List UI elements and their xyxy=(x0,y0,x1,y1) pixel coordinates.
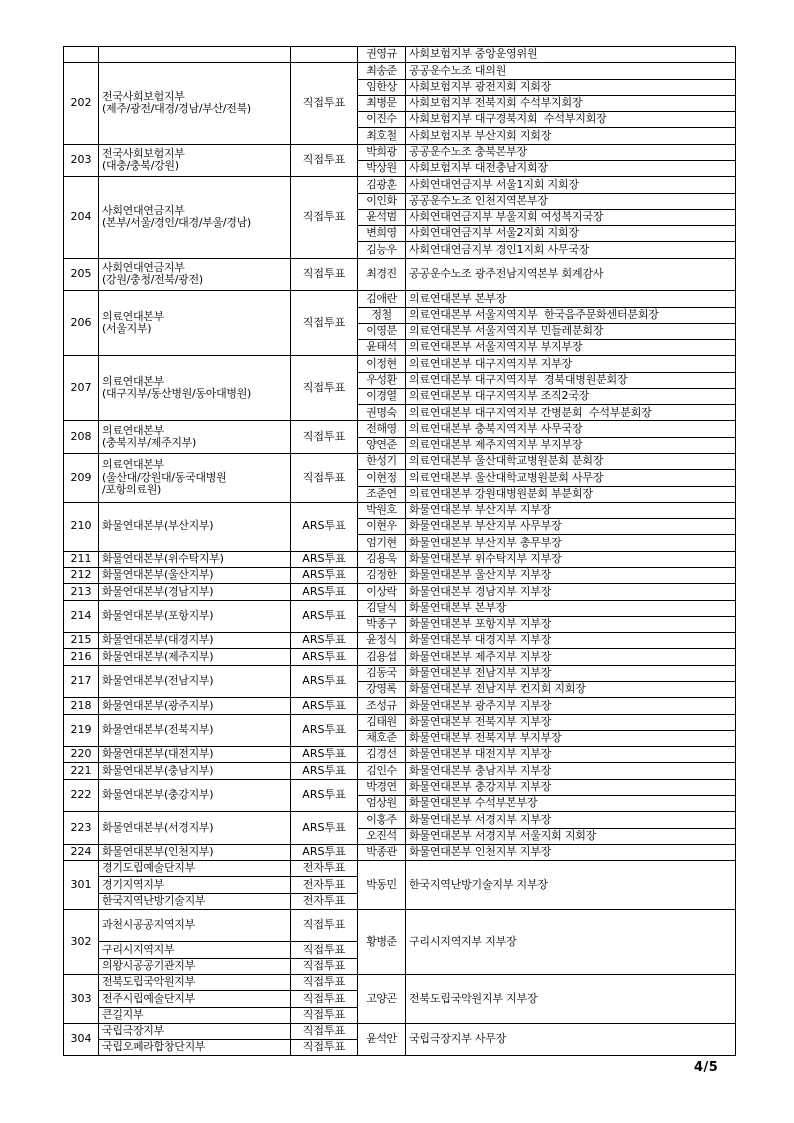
table-row xyxy=(64,763,736,779)
vote-method-cell: ARS투표 xyxy=(291,649,358,665)
branch-name-cell xyxy=(99,877,291,893)
branch-name-cell xyxy=(99,421,291,454)
member-title-cell: 의료연대본부 대구지역지부 간병분회 수석부분회장 xyxy=(406,405,736,421)
branch-name-cell xyxy=(99,1023,291,1039)
branch-name-cell xyxy=(99,909,291,942)
member-name-cell: 이경열 xyxy=(358,388,406,404)
branch-name-line: 화물연대본부(전남지부) xyxy=(102,674,214,688)
member-title-cell: 의료연대본부 서울지역지부 민들레분회장 xyxy=(406,323,736,339)
vote-method-cell: 직접투표 xyxy=(291,958,358,974)
member-title-cell: 화물연대본부 부산지부 지부장 xyxy=(406,502,736,518)
member-name-cell: 이현정 xyxy=(358,470,406,486)
member-name-cell: 김달식 xyxy=(358,600,406,616)
branch-name-cell xyxy=(99,649,291,665)
branch-name-line: (서울지부) xyxy=(102,322,152,336)
branch-name-line: (대구지부/동산병원/동아대병원) xyxy=(102,387,252,401)
member-title-cell: 화물연대본부 부산지부 사무부장 xyxy=(406,519,736,535)
member-name-cell: 김경선 xyxy=(358,747,406,763)
branch-name-line: 화물연대본부(부산지부) xyxy=(102,519,214,533)
member-name-cell: 최경진 xyxy=(358,258,406,291)
member-name-cell: 김능우 xyxy=(358,242,406,258)
branch-name-cell xyxy=(99,763,291,779)
branch-name-cell xyxy=(99,714,291,747)
member-title-cell: 사회보험지부 전북지회 수석부지회장 xyxy=(406,95,736,111)
branch-name-cell xyxy=(99,861,291,877)
member-name-cell: 이상락 xyxy=(358,584,406,600)
table-row xyxy=(64,649,736,665)
member-name-cell: 우성환 xyxy=(358,372,406,388)
vote-method-cell: 직접투표 xyxy=(291,454,358,503)
member-title-cell: 화물연대본부 본부장 xyxy=(406,600,736,616)
member-title-cell: 의료연대본부 대구지역지부 지부장 xyxy=(406,356,736,372)
table-row xyxy=(64,356,736,372)
member-name-cell: 이정현 xyxy=(358,356,406,372)
vote-method-cell: 직접투표 xyxy=(291,356,358,421)
branch-name-line: 국립극장지부 xyxy=(102,1024,164,1038)
member-name-cell: 정철 xyxy=(358,307,406,323)
member-title-cell: 화물연대본부 전남지부 지부장 xyxy=(406,665,736,681)
member-title-cell: 국립극장지부 사무장 xyxy=(406,1023,736,1056)
table-row xyxy=(64,714,736,730)
member-title-cell: 의료연대본부 서울지역지부 한국음주문화센터분회장 xyxy=(406,307,736,323)
vote-method-cell: 전자투표 xyxy=(291,877,358,893)
group-number: 302 xyxy=(64,909,99,974)
branch-name-line: (울산대/강원대/동국대병원 xyxy=(102,470,227,484)
member-name-cell: 이인화 xyxy=(358,193,406,209)
branch-name-line: 국립오페라합창단지부 xyxy=(102,1040,206,1054)
table-row xyxy=(64,747,736,763)
member-name-cell: 엄기현 xyxy=(358,535,406,551)
member-name-cell: 한성기 xyxy=(358,454,406,470)
member-title-cell: 화물연대본부 제주지부 지부장 xyxy=(406,649,736,665)
table-row xyxy=(64,600,736,616)
member-title-cell: 의료연대본부 강원대병원분회 부분회장 xyxy=(406,486,736,502)
group-number: 220 xyxy=(64,747,99,763)
member-title-cell: 사회보험지부 대구경북지회 수석부지회장 xyxy=(406,112,736,128)
member-title-cell: 화물연대본부 대전지부 지부장 xyxy=(406,747,736,763)
branch-name-cell xyxy=(99,177,291,258)
vote-method-cell: 직접투표 xyxy=(291,177,358,258)
group-number: 303 xyxy=(64,975,99,1024)
table-row xyxy=(64,502,736,518)
member-title-cell: 화물연대본부 충강지부 지부장 xyxy=(406,779,736,795)
member-title-cell: 화물연대본부 포항지부 지부장 xyxy=(406,616,736,632)
member-title-cell: 한국지역난방기술지부 지부장 xyxy=(406,861,736,910)
member-name-cell: 이현우 xyxy=(358,519,406,535)
member-title-cell: 사회보험지부 부산지회 지회장 xyxy=(406,128,736,144)
branch-name-cell xyxy=(99,551,291,567)
branch-name-line: 의료연대본부 xyxy=(102,309,164,323)
member-name-cell: 오진석 xyxy=(358,828,406,844)
table-row xyxy=(64,909,736,925)
member-name-cell: 김동국 xyxy=(358,665,406,681)
member-name-cell: 조준연 xyxy=(358,486,406,502)
group-number: 215 xyxy=(64,633,99,649)
branch-name-line: 큰길지부 xyxy=(102,1007,144,1021)
member-title-cell: 화물연대본부 인천지부 지부장 xyxy=(406,844,736,860)
branch-name-cell xyxy=(99,698,291,714)
group-number: 216 xyxy=(64,649,99,665)
member-name-cell: 양연준 xyxy=(358,437,406,453)
table-row xyxy=(64,698,736,714)
member-name-cell: 박희광 xyxy=(358,144,406,160)
group-number: 202 xyxy=(64,63,99,144)
group-number: 214 xyxy=(64,600,99,633)
member-title-cell: 공공운수노조 대의원 xyxy=(406,63,736,79)
branch-name-line: 화물연대본부(경남지부) xyxy=(102,584,214,598)
member-title-cell: 의료연대본부 제주지역지부 부지부장 xyxy=(406,437,736,453)
group-number: 221 xyxy=(64,763,99,779)
branch-name-line: 화물연대본부(위수탁지부) xyxy=(102,552,224,566)
branch-name-cell xyxy=(99,942,291,958)
group-number: 210 xyxy=(64,502,99,551)
member-title-cell: 화물연대본부 서경지부 서울지회 지회장 xyxy=(406,828,736,844)
branch-name-cell xyxy=(99,893,291,909)
vote-method-cell: 직접투표 xyxy=(291,258,358,291)
vote-method-cell: ARS투표 xyxy=(291,714,358,747)
roster-table-body xyxy=(64,47,736,1056)
branch-name-line: (강원/충청/전북/광전) xyxy=(102,273,203,287)
branch-name-cell xyxy=(99,958,291,974)
member-name-cell: 황병준 xyxy=(358,909,406,974)
branch-name-line: 화물연대본부(전북지부) xyxy=(102,722,214,736)
branch-name-cell xyxy=(99,812,291,845)
member-name-cell: 박원호 xyxy=(358,502,406,518)
vote-method-cell: ARS투표 xyxy=(291,844,358,860)
branch-name-cell xyxy=(99,47,291,63)
vote-method-cell: 직접투표 xyxy=(291,991,358,1007)
table-row xyxy=(64,812,736,828)
table-row xyxy=(64,1023,736,1039)
branch-name-line: 전국사회보험지부 xyxy=(102,146,185,160)
table-row xyxy=(64,633,736,649)
vote-method-cell: 직접투표 xyxy=(291,975,358,991)
member-title-cell: 공공운수노조 광주전남지역본부 회계감사 xyxy=(406,258,736,291)
branch-name-line: (대충/충북/강원) xyxy=(102,159,179,173)
branch-name-line: 전국사회보험지부 xyxy=(102,89,185,103)
branch-name-cell xyxy=(99,584,291,600)
branch-name-line: 화물연대본부(제주지부) xyxy=(102,649,214,663)
member-title-cell: 화물연대본부 전북지부 부지부장 xyxy=(406,730,736,746)
member-name-cell: 김애란 xyxy=(358,291,406,307)
table-row xyxy=(64,779,736,795)
vote-method-cell: ARS투표 xyxy=(291,812,358,845)
group-number xyxy=(64,47,99,63)
member-name-cell: 김용욱 xyxy=(358,551,406,567)
vote-method-cell: ARS투표 xyxy=(291,502,358,551)
member-name-cell: 최송준 xyxy=(358,63,406,79)
group-number: 205 xyxy=(64,258,99,291)
member-title-cell: 사회보험지부 대전충남지회장 xyxy=(406,160,736,176)
group-number: 204 xyxy=(64,177,99,258)
member-title-cell: 전북도립국악원지부 지부장 xyxy=(406,975,736,1024)
member-name-cell: 채호준 xyxy=(358,730,406,746)
branch-name-line: 화물연대본부(인천지부) xyxy=(102,845,214,859)
member-title-cell: 구리시지역지부 지부장 xyxy=(406,909,736,974)
branch-name-cell xyxy=(99,1007,291,1023)
member-title-cell: 화물연대본부 위수탁지부 지부장 xyxy=(406,551,736,567)
branch-name-cell xyxy=(99,975,291,991)
branch-name-cell xyxy=(99,600,291,633)
vote-method-cell: ARS투표 xyxy=(291,551,358,567)
member-name-cell: 강영록 xyxy=(358,681,406,697)
vote-method-cell: ARS투표 xyxy=(291,665,358,698)
branch-name-cell xyxy=(99,502,291,551)
group-number: 213 xyxy=(64,584,99,600)
group-number: 224 xyxy=(64,844,99,860)
vote-method-cell: 전자투표 xyxy=(291,893,358,909)
member-title-cell: 사회연대연금지부 부울지회 여성복지국장 xyxy=(406,209,736,225)
branch-name-cell xyxy=(99,291,291,356)
group-number: 222 xyxy=(64,779,99,812)
delegate-roster-table xyxy=(63,46,736,1056)
member-name-cell: 임한상 xyxy=(358,79,406,95)
branch-name-line: 전북도립국악원지부 xyxy=(102,975,195,989)
member-name-cell: 박종관 xyxy=(358,844,406,860)
branch-name-line: 화물연대본부(충남지부) xyxy=(102,763,214,777)
member-title-cell: 화물연대본부 충남지부 지부장 xyxy=(406,763,736,779)
vote-method-cell: ARS투표 xyxy=(291,568,358,584)
table-row xyxy=(64,584,736,600)
member-name-cell: 윤태석 xyxy=(358,340,406,356)
table-row xyxy=(64,291,736,307)
table-row xyxy=(64,844,736,860)
member-name-cell: 윤석범 xyxy=(358,209,406,225)
member-name-cell: 최병문 xyxy=(358,95,406,111)
member-title-cell: 사회연대연금지부 경인1지회 사무국장 xyxy=(406,242,736,258)
branch-name-line: 화물연대본부(대전지부) xyxy=(102,747,214,761)
group-number: 223 xyxy=(64,812,99,845)
branch-name-cell xyxy=(99,144,291,177)
member-name-cell: 윤석안 xyxy=(358,1023,406,1056)
branch-name-line: 한국지역난방기술지부 xyxy=(102,893,206,907)
group-number: 203 xyxy=(64,144,99,177)
member-name-cell: 박동민 xyxy=(358,861,406,910)
branch-name-line: 화물연대본부(울산지부) xyxy=(102,568,214,582)
group-number: 219 xyxy=(64,714,99,747)
member-title-cell: 사회연대연금지부 서울1지회 지회장 xyxy=(406,177,736,193)
member-title-cell: 화물연대본부 대경지부 지부장 xyxy=(406,633,736,649)
group-number: 211 xyxy=(64,551,99,567)
vote-method-cell: 직접투표 xyxy=(291,144,358,177)
member-title-cell: 화물연대본부 전남지부 컨지회 지회장 xyxy=(406,681,736,697)
branch-name-line: 과천시공공지역지부 xyxy=(102,918,195,932)
member-title-cell: 공공운수노조 충북본부장 xyxy=(406,144,736,160)
group-number: 207 xyxy=(64,356,99,421)
member-name-cell: 박상원 xyxy=(358,160,406,176)
member-title-cell: 의료연대본부 대구지역지부 경북대병원분회장 xyxy=(406,372,736,388)
member-name-cell: 김태원 xyxy=(358,714,406,730)
member-title-cell: 공공운수노조 인천지역본부장 xyxy=(406,193,736,209)
branch-name-line: (충북지부/제주지부) xyxy=(102,436,196,450)
member-name-cell: 이영분 xyxy=(358,323,406,339)
member-name-cell: 전해영 xyxy=(358,421,406,437)
group-number: 209 xyxy=(64,454,99,503)
vote-method-cell xyxy=(291,47,358,63)
member-title-cell: 의료연대본부 울산대학교병원분회 분회장 xyxy=(406,454,736,470)
branch-name-line: 의료연대본부 xyxy=(102,457,164,471)
branch-name-cell xyxy=(99,779,291,812)
table-row xyxy=(64,144,736,160)
vote-method-cell: 직접투표 xyxy=(291,1040,358,1056)
vote-method-cell: 직접투표 xyxy=(291,909,358,942)
branch-name-line: 의료연대본부 xyxy=(102,374,164,388)
vote-method-cell: 직접투표 xyxy=(291,63,358,144)
table-row xyxy=(64,258,736,274)
branch-name-line: 화물연대본부(서경지부) xyxy=(102,820,214,834)
branch-name-cell xyxy=(99,356,291,421)
group-number: 218 xyxy=(64,698,99,714)
group-number: 304 xyxy=(64,1023,99,1056)
table-row xyxy=(64,568,736,584)
member-title-cell: 의료연대본부 충북지역지부 사무국장 xyxy=(406,421,736,437)
branch-name-line: 의료연대본부 xyxy=(102,423,164,437)
member-name-cell: 김인수 xyxy=(358,763,406,779)
branch-name-cell xyxy=(99,1040,291,1056)
member-name-cell: 변희영 xyxy=(358,226,406,242)
branch-name-line: 화물연대본부(포항지부) xyxy=(102,609,214,623)
group-number: 208 xyxy=(64,421,99,454)
member-name-cell: 박경연 xyxy=(358,779,406,795)
branch-name-line: 전주시립예술단지부 xyxy=(102,991,195,1005)
vote-method-cell: ARS투표 xyxy=(291,747,358,763)
member-name-cell: 이홍주 xyxy=(358,812,406,828)
group-number: 212 xyxy=(64,568,99,584)
table-row xyxy=(64,975,736,991)
member-name-cell: 김정한 xyxy=(358,568,406,584)
branch-name-cell xyxy=(99,258,291,291)
branch-name-cell xyxy=(99,633,291,649)
member-title-cell: 의료연대본부 서울지역지부 부지부장 xyxy=(406,340,736,356)
member-title-cell: 의료연대본부 본부장 xyxy=(406,291,736,307)
vote-method-cell: 직접투표 xyxy=(291,942,358,958)
table-row xyxy=(64,421,736,437)
member-name-cell: 권명숙 xyxy=(358,405,406,421)
member-name-cell: 조성규 xyxy=(358,698,406,714)
group-number: 301 xyxy=(64,861,99,910)
page-number: 4/5 xyxy=(694,1060,719,1075)
branch-name-line: 경기도립예술단지부 xyxy=(102,861,195,875)
branch-name-cell xyxy=(99,454,291,503)
vote-method-cell: ARS투표 xyxy=(291,584,358,600)
table-row xyxy=(64,551,736,567)
member-title-cell: 화물연대본부 전북지부 지부장 xyxy=(406,714,736,730)
member-title-cell: 사회연대연금지부 서울2지회 지회장 xyxy=(406,226,736,242)
table-row xyxy=(64,861,736,877)
member-name-cell: 최호철 xyxy=(358,128,406,144)
branch-name-line: /포항의료원) xyxy=(102,483,162,497)
branch-name-line: (제주/광전/대경/경남/부산/전북) xyxy=(102,102,251,116)
branch-name-line: 의왕시공공기관지부 xyxy=(102,959,195,973)
vote-method-cell: 직접투표 xyxy=(291,1023,358,1039)
branch-name-cell xyxy=(99,63,291,144)
vote-method-cell: 직접투표 xyxy=(291,1007,358,1023)
branch-name-line: (본부/서울/경인/대경/부울/경남) xyxy=(102,216,251,230)
vote-method-cell: ARS투표 xyxy=(291,633,358,649)
member-title-cell: 화물연대본부 울산지부 지부장 xyxy=(406,568,736,584)
member-title-cell: 사회보험지부 광전지회 지회장 xyxy=(406,79,736,95)
branch-name-cell xyxy=(99,568,291,584)
member-title-cell: 화물연대본부 부산지부 총무부장 xyxy=(406,535,736,551)
member-title-cell: 의료연대본부 울산대학교병원분회 사무장 xyxy=(406,470,736,486)
member-title-cell: 의료연대본부 대구지역지부 조직2국장 xyxy=(406,388,736,404)
member-title-cell: 화물연대본부 수석부본부장 xyxy=(406,795,736,811)
member-name-cell: 윤정식 xyxy=(358,633,406,649)
member-title-cell: 사회보험지부 중앙운영위원 xyxy=(406,47,736,63)
group-number: 217 xyxy=(64,665,99,698)
member-name-cell: 김용섭 xyxy=(358,649,406,665)
branch-name-line: 사회연대연금지부 xyxy=(102,203,185,217)
member-title-cell: 화물연대본부 경남지부 지부장 xyxy=(406,584,736,600)
member-title-cell: 화물연대본부 광주지부 지부장 xyxy=(406,698,736,714)
branch-name-line: 화물연대본부(충강지부) xyxy=(102,788,214,802)
table-row xyxy=(64,454,736,470)
vote-method-cell: ARS투표 xyxy=(291,779,358,812)
vote-method-cell: ARS투표 xyxy=(291,698,358,714)
table-row xyxy=(64,177,736,193)
branch-name-cell xyxy=(99,665,291,698)
member-name-cell: 이진수 xyxy=(358,112,406,128)
vote-method-cell: 전자투표 xyxy=(291,861,358,877)
branch-name-line: 경기지역지부 xyxy=(102,877,164,891)
group-number: 206 xyxy=(64,291,99,356)
member-name-cell: 엄상원 xyxy=(358,795,406,811)
branch-name-line: 사회연대연금지부 xyxy=(102,260,185,274)
table-row xyxy=(64,47,736,63)
branch-name-cell xyxy=(99,991,291,1007)
vote-method-cell: 직접투표 xyxy=(291,421,358,454)
branch-name-line: 화물연대본부(대경지부) xyxy=(102,633,214,647)
member-name-cell: 박종구 xyxy=(358,616,406,632)
branch-name-cell xyxy=(99,844,291,860)
member-title-cell: 화물연대본부 서경지부 지부장 xyxy=(406,812,736,828)
vote-method-cell: ARS투표 xyxy=(291,763,358,779)
member-name-cell: 김광훈 xyxy=(358,177,406,193)
branch-name-cell xyxy=(99,747,291,763)
vote-method-cell: 직접투표 xyxy=(291,291,358,356)
member-name-cell: 권영규 xyxy=(358,47,406,63)
branch-name-line: 화물연대본부(광주지부) xyxy=(102,698,214,712)
vote-method-cell: ARS투표 xyxy=(291,600,358,633)
table-row xyxy=(64,665,736,681)
member-name-cell: 고양곤 xyxy=(358,975,406,1024)
table-row xyxy=(64,63,736,79)
branch-name-line: 구리시지역지부 xyxy=(102,942,175,956)
